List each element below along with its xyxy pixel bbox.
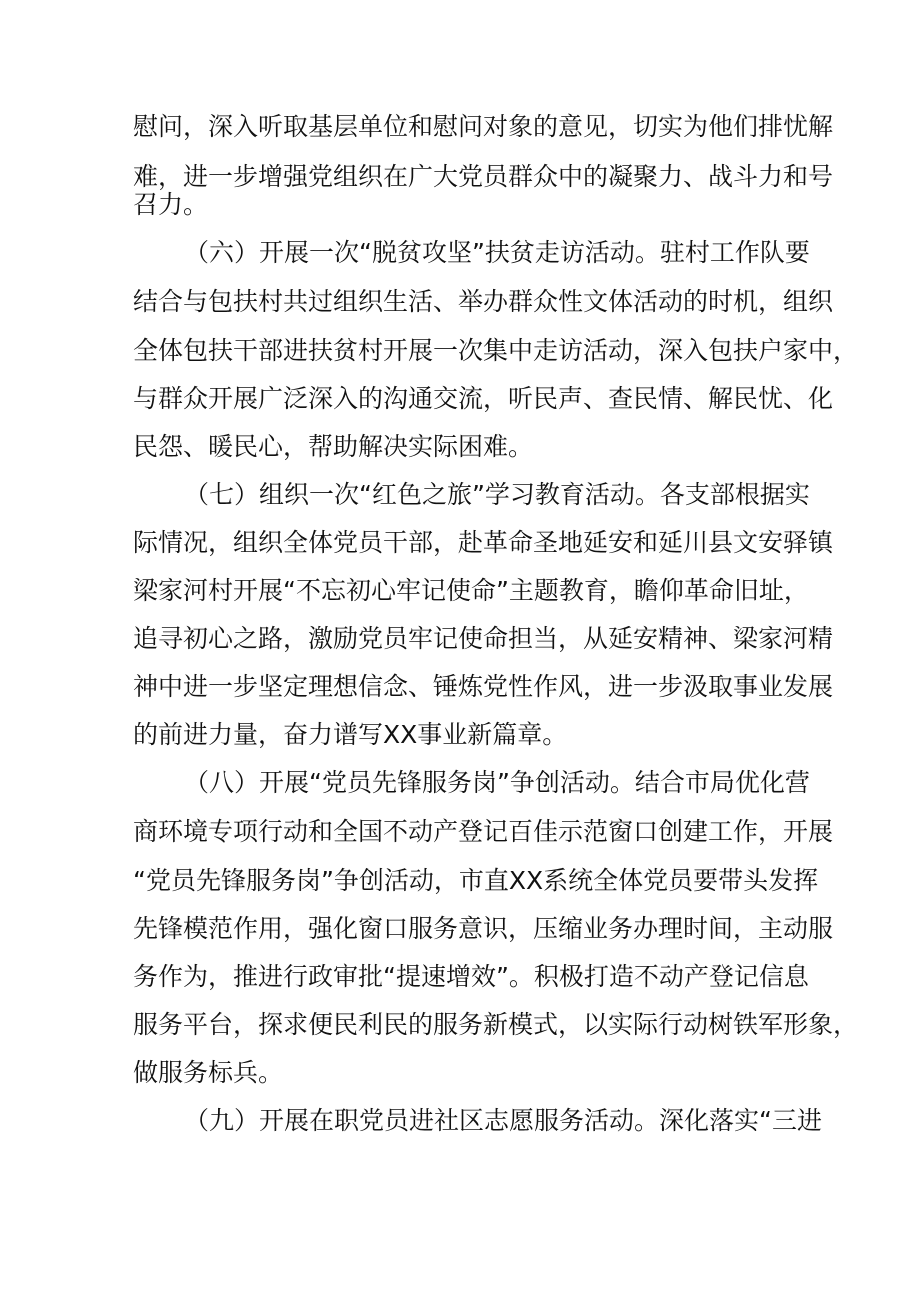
text-line: 服务平台，探求便民利民的服务新模式，以实际行动树铁军形象， <box>133 1010 859 1039</box>
text-line: 民怨、暖民心，帮助解决实际困难。 <box>133 432 534 461</box>
text-line: 结合与包扶村共过组织生活、举办群众性文体活动的时机，组织 <box>133 287 834 316</box>
text-line: 际情况，组织全体党员干部，赴革命圣地延安和延川县文安驿镇 <box>133 528 834 557</box>
text-line: 全体包扶干部进扶贫村开展一次集中走访活动，深入包扶户家中， <box>133 336 859 365</box>
text-line: 的前进力量，奋力谱写XX事业新篇章。 <box>133 720 568 749</box>
text-line: 召力。 <box>133 190 209 219</box>
text-line: 慰问，深入听取基层单位和慰问对象的意见，切实为他们排忧解 <box>133 112 834 141</box>
text-line: 难，进一步增强党组织在广大党员群众中的凝聚力、战斗力和号 <box>133 162 834 191</box>
text-line: 神中进一步坚定理想信念、锤炼党性作风，进一步汲取事业发展 <box>133 672 834 701</box>
text-line: 先锋模范作用，强化窗口服务意识，压缩业务办理时间，主动服 <box>133 914 834 943</box>
text-line: 做服务标兵。 <box>133 1058 284 1087</box>
paragraph-heading-line: （七）组织一次“红色之旅”学习教育活动。各支部根据实 <box>184 480 810 509</box>
paragraph-heading-line: （八）开展“党员先锋服务岗”争创活动。结合市局优化营 <box>184 768 810 797</box>
paragraph-heading-line: （九）开展在职党员进社区志愿服务活动。深化落实“三进 <box>184 1106 822 1135</box>
text-line: 与群众开展广泛深入的沟通交流，听民声、查民情、解民忧、化 <box>133 384 834 413</box>
text-line: “党员先锋服务岗”争创活动，市直XX系统全体党员要带头发挥 <box>133 866 819 895</box>
text-line: 务作为，推进行政审批“提速增效”。积极打造不动产登记信息 <box>133 962 809 991</box>
text-line: 梁家河村开展“不忘初心牢记使命”主题教育，瞻仰革命旧址， <box>133 576 809 605</box>
text-line: 商环境专项行动和全国不动产登记百佳示范窗口创建工作，开展 <box>133 817 834 846</box>
text-line: 追寻初心之路，激励党员牢记使命担当，从延安精神、梁家河精 <box>133 624 834 653</box>
paragraph-heading-line: （六）开展一次“脱贫攻坚”扶贫走访活动。驻村工作队要 <box>184 238 810 267</box>
